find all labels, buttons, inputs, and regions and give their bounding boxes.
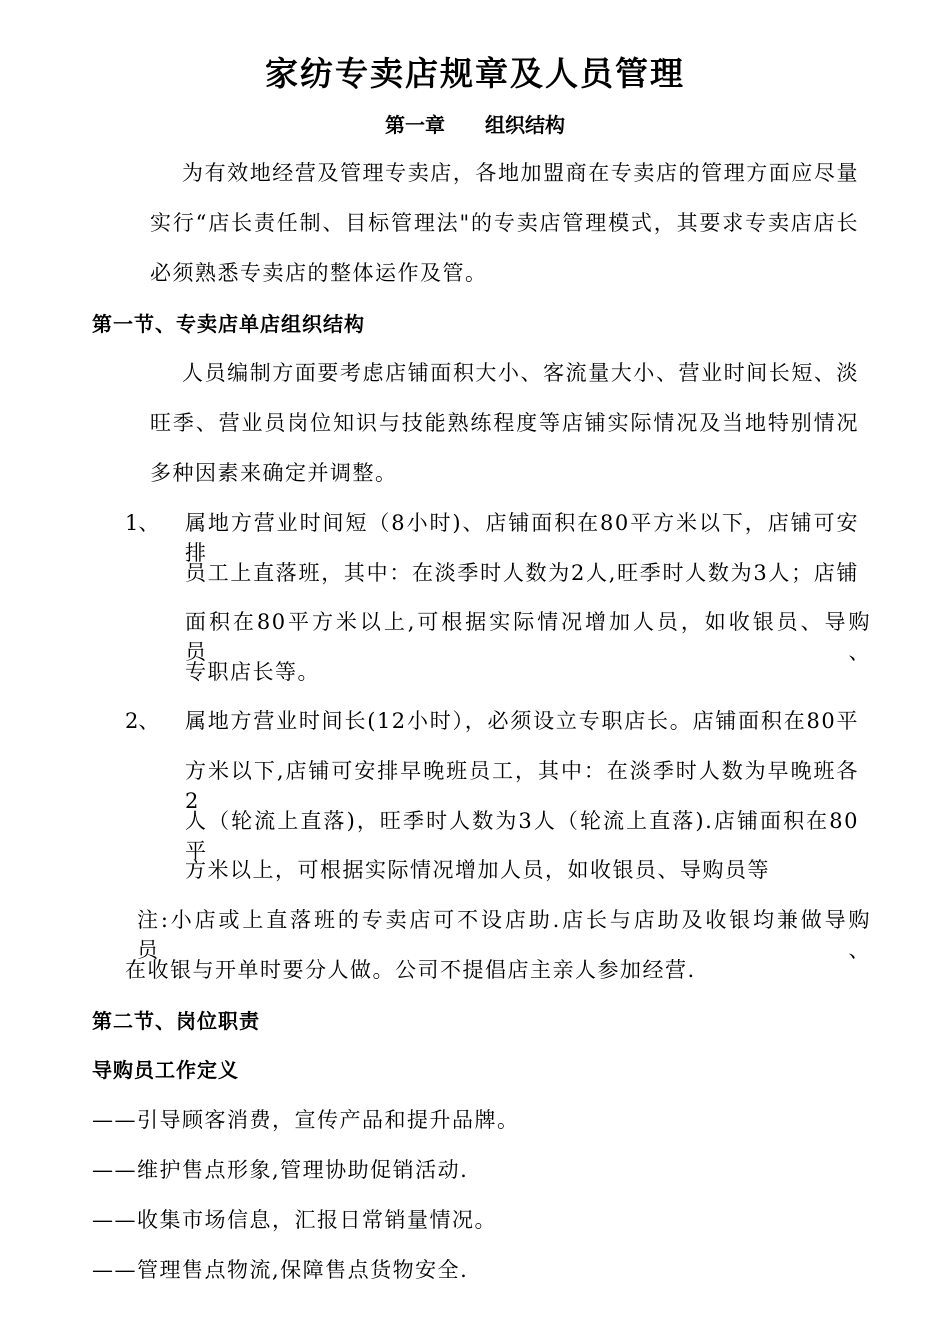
intro-line-2: 实行“店长责任制、目标管理法"的专卖店管理模式，其要求专卖店店长	[150, 211, 859, 235]
section-1-heading: 第一节、专卖店单店组织结构	[92, 312, 365, 336]
item-1-line-2: 员工上直落班，其中：在淡季时人数为2人,旺季时人数为3人；店铺	[185, 561, 859, 585]
sub-heading: 导购员工作定义	[92, 1058, 239, 1082]
chapter-heading	[0, 111, 950, 139]
duty-item-3: ——收集市场信息，汇报日常销量情况。	[92, 1208, 497, 1232]
item-1-line-3: 面积在80平方米以上,可根据实际情况增加人员，如收银员、导购员、	[185, 610, 871, 664]
intro-line-3: 必须熟悉专卖店的整体运作及管。	[150, 261, 488, 285]
note-line-2: 在收银与开单时要分人做。公司不提倡店主亲人参加经营.	[125, 958, 696, 982]
chapter-label: 第一章	[385, 113, 445, 137]
section-1-line-1: 人员编制方面要考虑店铺面积大小、客流量大小、营业时间长短、淡	[182, 361, 859, 385]
item-2-line-3: 人（轮流上直落)，旺季时人数为3人（轮流上直落).店铺面积在80平	[185, 809, 859, 863]
item-2-number: 2、	[125, 709, 160, 733]
section-2-heading: 第二节、岗位职责	[92, 1009, 260, 1033]
item-2-line-2: 方米以下,店铺可安排早晚班员工，其中：在淡季时人数为早晚班各2	[185, 759, 859, 813]
item-1-line-1: 属地方营业时间短（8小时)、店铺面积在80平方米以下，店铺可安排	[185, 511, 859, 565]
section-1-line-3: 多种因素来确定并调整。	[150, 461, 398, 485]
item-1-line-4: 专职店长等。	[185, 660, 320, 684]
item-2-line-4: 方米以上，可根据实际情况增加人员，如收银员、导购员等	[185, 858, 770, 882]
duty-item-4: ——管理售点物流,保障售点货物安全.	[92, 1258, 469, 1282]
item-1-number: 1、	[125, 511, 160, 535]
chapter-name: 组织结构	[485, 113, 565, 137]
duty-item-1: ——引导顾客消费，宣传产品和提升品牌。	[92, 1108, 520, 1132]
document-title: 家纺专卖店规章及人员管理	[265, 54, 685, 93]
duty-item-2: ——维护售点形象,管理协助促销活动.	[92, 1158, 469, 1182]
item-2-line-1: 属地方营业时间长(12小时），必须设立专职店长。店铺面积在80平	[185, 709, 859, 733]
section-1-line-2: 旺季、营业员岗位知识与技能熟练程度等店铺实际情况及当地特别情况	[150, 411, 859, 435]
note-line-1: 注:小店或上直落班的专卖店可不设店助.店长与店助及收银均兼做导购员、	[137, 908, 871, 962]
intro-line-1: 为有效地经营及管理专卖店，各地加盟商在专卖店的管理方面应尽量	[182, 161, 859, 185]
